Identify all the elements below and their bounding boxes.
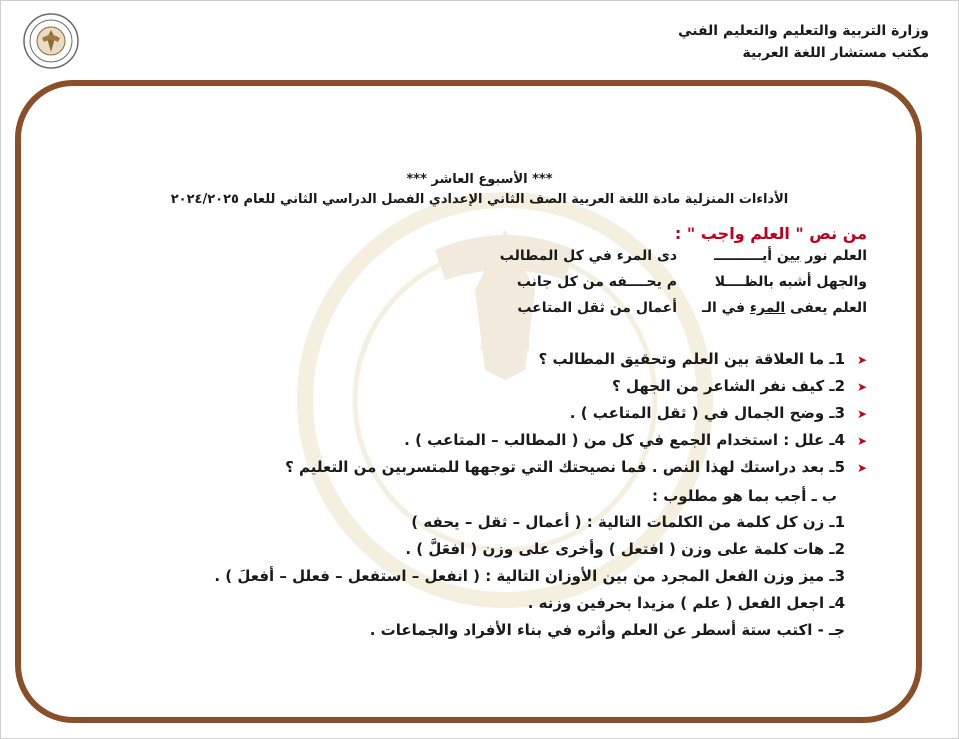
arrow-bullet-icon: ➤ — [856, 380, 867, 394]
arrow-bullet-icon: ➤ — [856, 461, 867, 475]
section-c: جـ - اكتب ستة أسطر عن العلم وأثره في بناء الأفراد والجماعات . — [369, 621, 845, 639]
header — [678, 20, 929, 64]
question-2: 2ـ كيف نفر الشاعر من الجهل ؟ — [612, 377, 845, 395]
poem-line-3-right: العلم يعفى المرء في الـ — [701, 300, 867, 316]
arrow-bullet-icon: ➤ — [856, 353, 867, 367]
office-name: مكتب مستشار اللغة العربية — [742, 45, 929, 61]
question-3: 3ـ وضح الجمال في ( ثقل المتاعب ) . — [569, 404, 845, 422]
text-title: من نص " العلم واجب " : — [674, 224, 867, 243]
poem-line-3-left: أعمال من ثقل المتاعب — [517, 300, 677, 316]
ministry-name: وزارة التربية والتعليم والتعليم الفني — [678, 23, 929, 39]
arrow-bullet-icon: ➤ — [856, 434, 867, 448]
section-b-item-3: 3ـ ميز وزن الفعل المجرد من بين الأوزان التالية : ( انفعل – استفعل – فعلل – أفعلَ ) . — [214, 567, 845, 585]
week-title: *** الأسبوع العاشر *** — [406, 172, 553, 187]
poem-line-1-left: دى المرء في كل المطالب — [499, 248, 677, 264]
question-5: 5ـ بعد دراستك لهذا النص . فما نصيحتك التي توجهها للمتسربين من التعليم ؟ — [285, 458, 845, 476]
arrow-bullet-icon: ➤ — [856, 407, 867, 421]
homework-subtitle: الأداءات المنزلية مادة اللغة العربية الصف الثاني الإعدادي الفصل الدراسي الثاني للعام ٢٠٢٤/٢٠٢٥ — [170, 192, 789, 207]
question-4: 4ـ علل : استخدام الجمع في كل من ( المطالب – المتاعب ) . — [404, 431, 845, 449]
section-b-item-2: 2ـ هات كلمة على وزن ( افتعل ) وأخرى على وزن ( افعَلَّ ) . — [405, 540, 845, 558]
question-1: 1ـ ما العلاقة بين العلم وتحقيق المطالب ؟ — [538, 350, 845, 368]
section-b-item-4: 4ـ اجعل الفعل ( علم ) مزيدا بحرفين وزنه . — [527, 594, 845, 612]
ministry-seal-icon — [22, 12, 80, 70]
section-b-heading: ب ـ أجب بما هو مطلوب : — [652, 487, 837, 505]
poem-line-2-right: والجهل أشبه بالظــــلا — [714, 274, 867, 290]
section-b-item-1: 1ـ زن كل كلمة من الكلمات التالية : ( أعمال – ثقل – يحفه ) — [411, 513, 845, 531]
poem-line-2-left: م يحــــفه من كل جانب — [516, 274, 677, 290]
poem-line-1-right: العلم نور بين أيــــــــــ — [714, 248, 867, 264]
